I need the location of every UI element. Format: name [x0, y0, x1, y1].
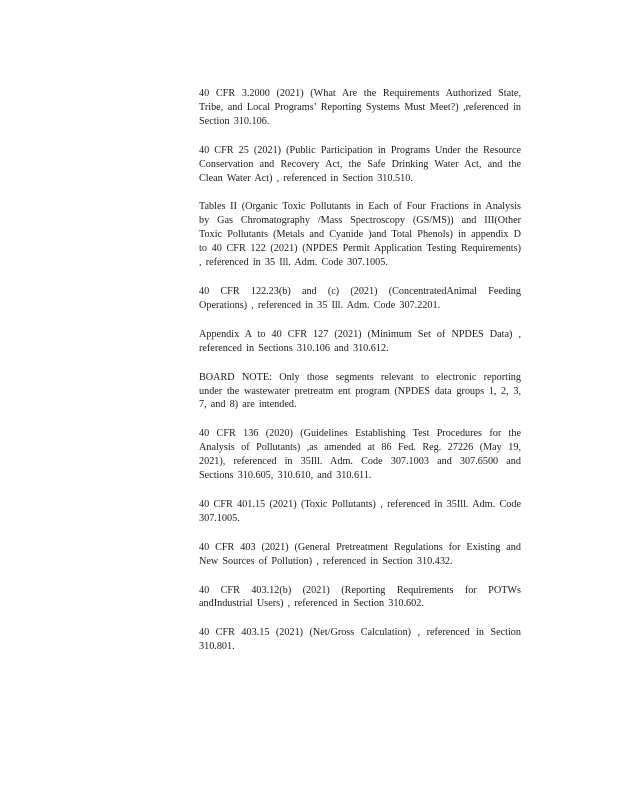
reference-entry: 40 CFR 403 (2021) (General Pretreatment Regulations for Existing and New Sources of Pollution) , referenced in Section 310.432. [199, 541, 521, 567]
reference-entry: 40 CFR 25 (2021) (Public Participation in Programs Under the Resource Conservation and Recovery Act, the Safe Drinking Water Act, and the Clean Water Act) , referenced in Section 310.510. [199, 144, 521, 184]
references-list [199, 87, 521, 669]
reference-entry: 40 CFR 401.15 (2021) (Toxic Pollutants) , referenced in 35Ill. Adm. Code 307.1005. [199, 498, 521, 524]
reference-entry: Tables II (Organic Toxic Pollutants in Each of Four Fractions in Analysis by Gas Chromatography /Mass Spectroscopy (GS/MS)) and III(Other Toxic Pollutants (Metals and Cyanide )and Total Phenols) in appendix D to 40 CFR 122 (2021) (NPDES Permit Application Testing Requirements) , referenced in 35 Ill. Adm. Code 307.1005. [199, 201, 521, 269]
reference-entry: 40 CFR 122.23(b) and (c) (2021) (ConcentratedAnimal Feeding Operations) , referenced in 35 Ill. Adm. Code 307.2201. [199, 285, 521, 311]
board-note: BOARD NOTE: Only those segments relevant to electronic reporting under the wastewater pretreatm ent program (NPDES data groups 1, 2, 3, 7, and 8) are intended. [199, 371, 521, 411]
reference-entry: 40 CFR 403.12(b) (2021) (Reporting Requirements for POTWs andIndustrial Users) , referenced in Section 310.602. [199, 584, 521, 610]
reference-entry: Appendix A to 40 CFR 127 (2021) (Minimum Set of NPDES Data) , referenced in Sections 310.106 and 310.612. [199, 328, 521, 354]
reference-entry: 40 CFR 3.2000 (2021) (What Are the Requirements Authorized State, Tribe, and Local Programs’ Reporting Systems Must Meet?) ,referenced in Section 310.106. [199, 88, 521, 127]
reference-entry: 40 CFR 403.15 (2021) (Net/Gross Calculation) , referenced in Section 310.801. [199, 627, 521, 653]
reference-entry: 40 CFR 136 (2020) (Guidelines Establishing Test Procedures for the Analysis of Pollutants) ,as amended at 86 Fed. Reg. 27226 (May 19, 2021), referenced in 35Ill. Adm. Code 307.1003 and 307.6500 and Sections 310.605, 310.610, and 310.611. [199, 428, 521, 482]
